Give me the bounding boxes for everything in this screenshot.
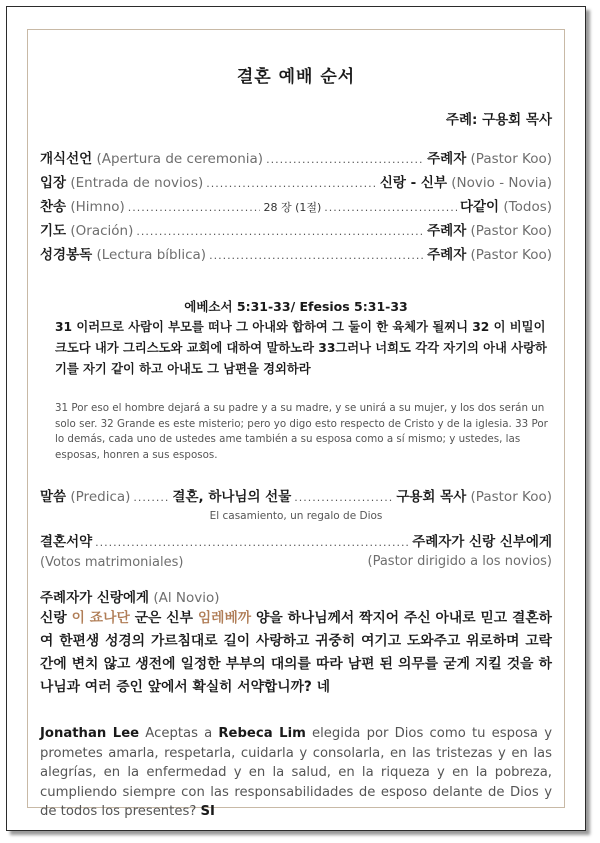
groom-name-ko: 이 죠나단 [71,610,130,626]
bride-name-ko: 임레베까 [197,610,252,626]
order-item-hymn [40,195,552,215]
order-item-ko: 찬송 [40,199,67,215]
groom-name-es: Jonathan Lee [40,726,140,741]
groom-vow-ko [40,607,552,699]
order-item-opening [40,147,552,167]
order-item-leader-ko: 다같이 [459,199,500,215]
scripture-text-es: 31 Por eso el hombre dejará a su padre y a su madre, y se unirá a su mujer, y los dos serán un solo ser. 32 Grande es este misterio; pero yo digo esto respecto de Cristo y de la iglesia. 33 Por lo demás, cada uno de ustedes ame también a su esposa como a sí mismo; y ustedes, las esposas, honren a sus esposos. [55,402,548,461]
scripture-reference: 에베소서 5:31-33/ Efesios 5:31-33 [184,299,408,314]
order-item-leader-es: (Todos) [503,199,552,215]
leader-dots [209,249,424,262]
scripture-text-ko: 31 이러므로 사람이 부모를 떠나 그 아내와 합하여 그 둘이 한 육체가 될찌니 32 이 비밀이 크도다 내가 그리스도와 교회에 대하여 말하노라 33그러나 너희도 각각 자기의 아내 사랑하기를 자기 같이 하고 아내도 그 남편을 경외하라 [55,320,547,376]
order-item-es: (Predica) [70,489,131,505]
order-item-ko: 개식선언 [40,151,93,167]
order-item-ko: 결혼서약 [40,534,93,550]
vow-text: Aceptas a [145,726,213,741]
order-item-leader-ko: 주례자가 신랑 신부에게 [412,534,552,550]
order-item-es: (Himno) [70,199,125,215]
program-page [6,6,586,831]
order-item-entrance [40,171,552,191]
bride-name-es: Rebeca Lim [218,726,306,741]
order-item-ko: 입장 [40,175,67,191]
leader-dots [206,177,377,190]
order-item-vows [40,530,552,550]
leader-dots [133,491,169,504]
groom-vow-heading [40,586,220,606]
order-item-leader-ko: 주례자 [427,247,467,263]
leader-dots [266,153,424,166]
order-item-leader-es: (Pastor Koo) [470,489,552,505]
leader-dots [95,536,409,549]
leader-dots [294,491,393,504]
vows-leader-es: (Pastor dirigido a los novios) [367,554,552,569]
groom-vow-heading-ko: 주례자가 신랑에게 [40,590,150,606]
page-title: 결혼 예배 순서 [236,67,356,87]
vow-answer: SI [200,804,215,819]
vow-text: 군은 신부 [134,610,193,626]
groom-vow-heading-es: (Al Novio) [153,590,220,606]
order-item-leader-es: (Pastor Koo) [470,223,552,239]
sermon-caption: El casamiento, un regalo de Dios [209,510,383,522]
order-item-leader-es: (Pastor Koo) [470,247,552,263]
vows-es: (Votos matrimoniales) [40,555,184,570]
order-item-ko: 기도 [40,223,67,239]
inner-frame [27,29,565,819]
program-content [40,30,552,819]
order-item-reading [40,243,552,263]
order-item-es: (Lectura bíblica) [96,247,207,263]
order-item-es: (Apertura de ceremonia) [96,151,264,167]
order-item-es: (Oración) [70,223,134,239]
vow-text: 양을 하나님께서 짝지어 주신 아내로 믿고 결혼하여 한편생 성경의 가르침대로 길이 사랑하고 귀중히 여기고 도와주고 위로하며 고락간에 변치 않고 생전에 일정한 부부의 대의를 따라 남편 된 의무를 굳게 지킬 것을 하나님과 여러 증인 앞에서 확실히 서약합니까? 네 [40,610,552,695]
hymn-number: 28 장 (1절) [263,201,322,214]
order-item-leader-ko: 주례자 [427,223,467,239]
leader-dots [136,225,424,238]
order-item-leader-es: (Pastor Koo) [470,151,552,167]
order-item-leader-ko: 주례자 [427,151,467,167]
order-item-leader-ko: 신랑 - 신부 [379,175,447,191]
order-item-prayer [40,219,552,239]
order-item-ko: 말씀 [40,489,67,505]
vow-text: 신랑 [40,610,67,626]
order-item-sermon [40,485,552,505]
officiant-line: 주례: 구용회 목사 [445,112,552,128]
vow-text: elegida por Dios como tu esposa y prometes amarla, respetarla, cuidarla y consolarla, en las tristezas y en las alegrías, en la enfermedad y en la salud, en la riqueza y en la pobreza, cumpliendo siempre con las responsabilidades de esposo delante de Dios y de todos los presentes? [40,726,552,819]
leader-dots [324,201,457,214]
order-item-es: (Entrada de novios) [70,175,204,191]
order-item-ko: 성경봉독 [40,247,93,263]
leader-dots [128,201,261,214]
groom-vow-es [40,724,552,822]
order-item-leader-ko: 구용회 목사 [396,489,467,505]
sermon-topic: 결혼, 하나님의 선물 [172,489,292,505]
order-item-leader-es: (Novio - Novia) [451,175,552,191]
